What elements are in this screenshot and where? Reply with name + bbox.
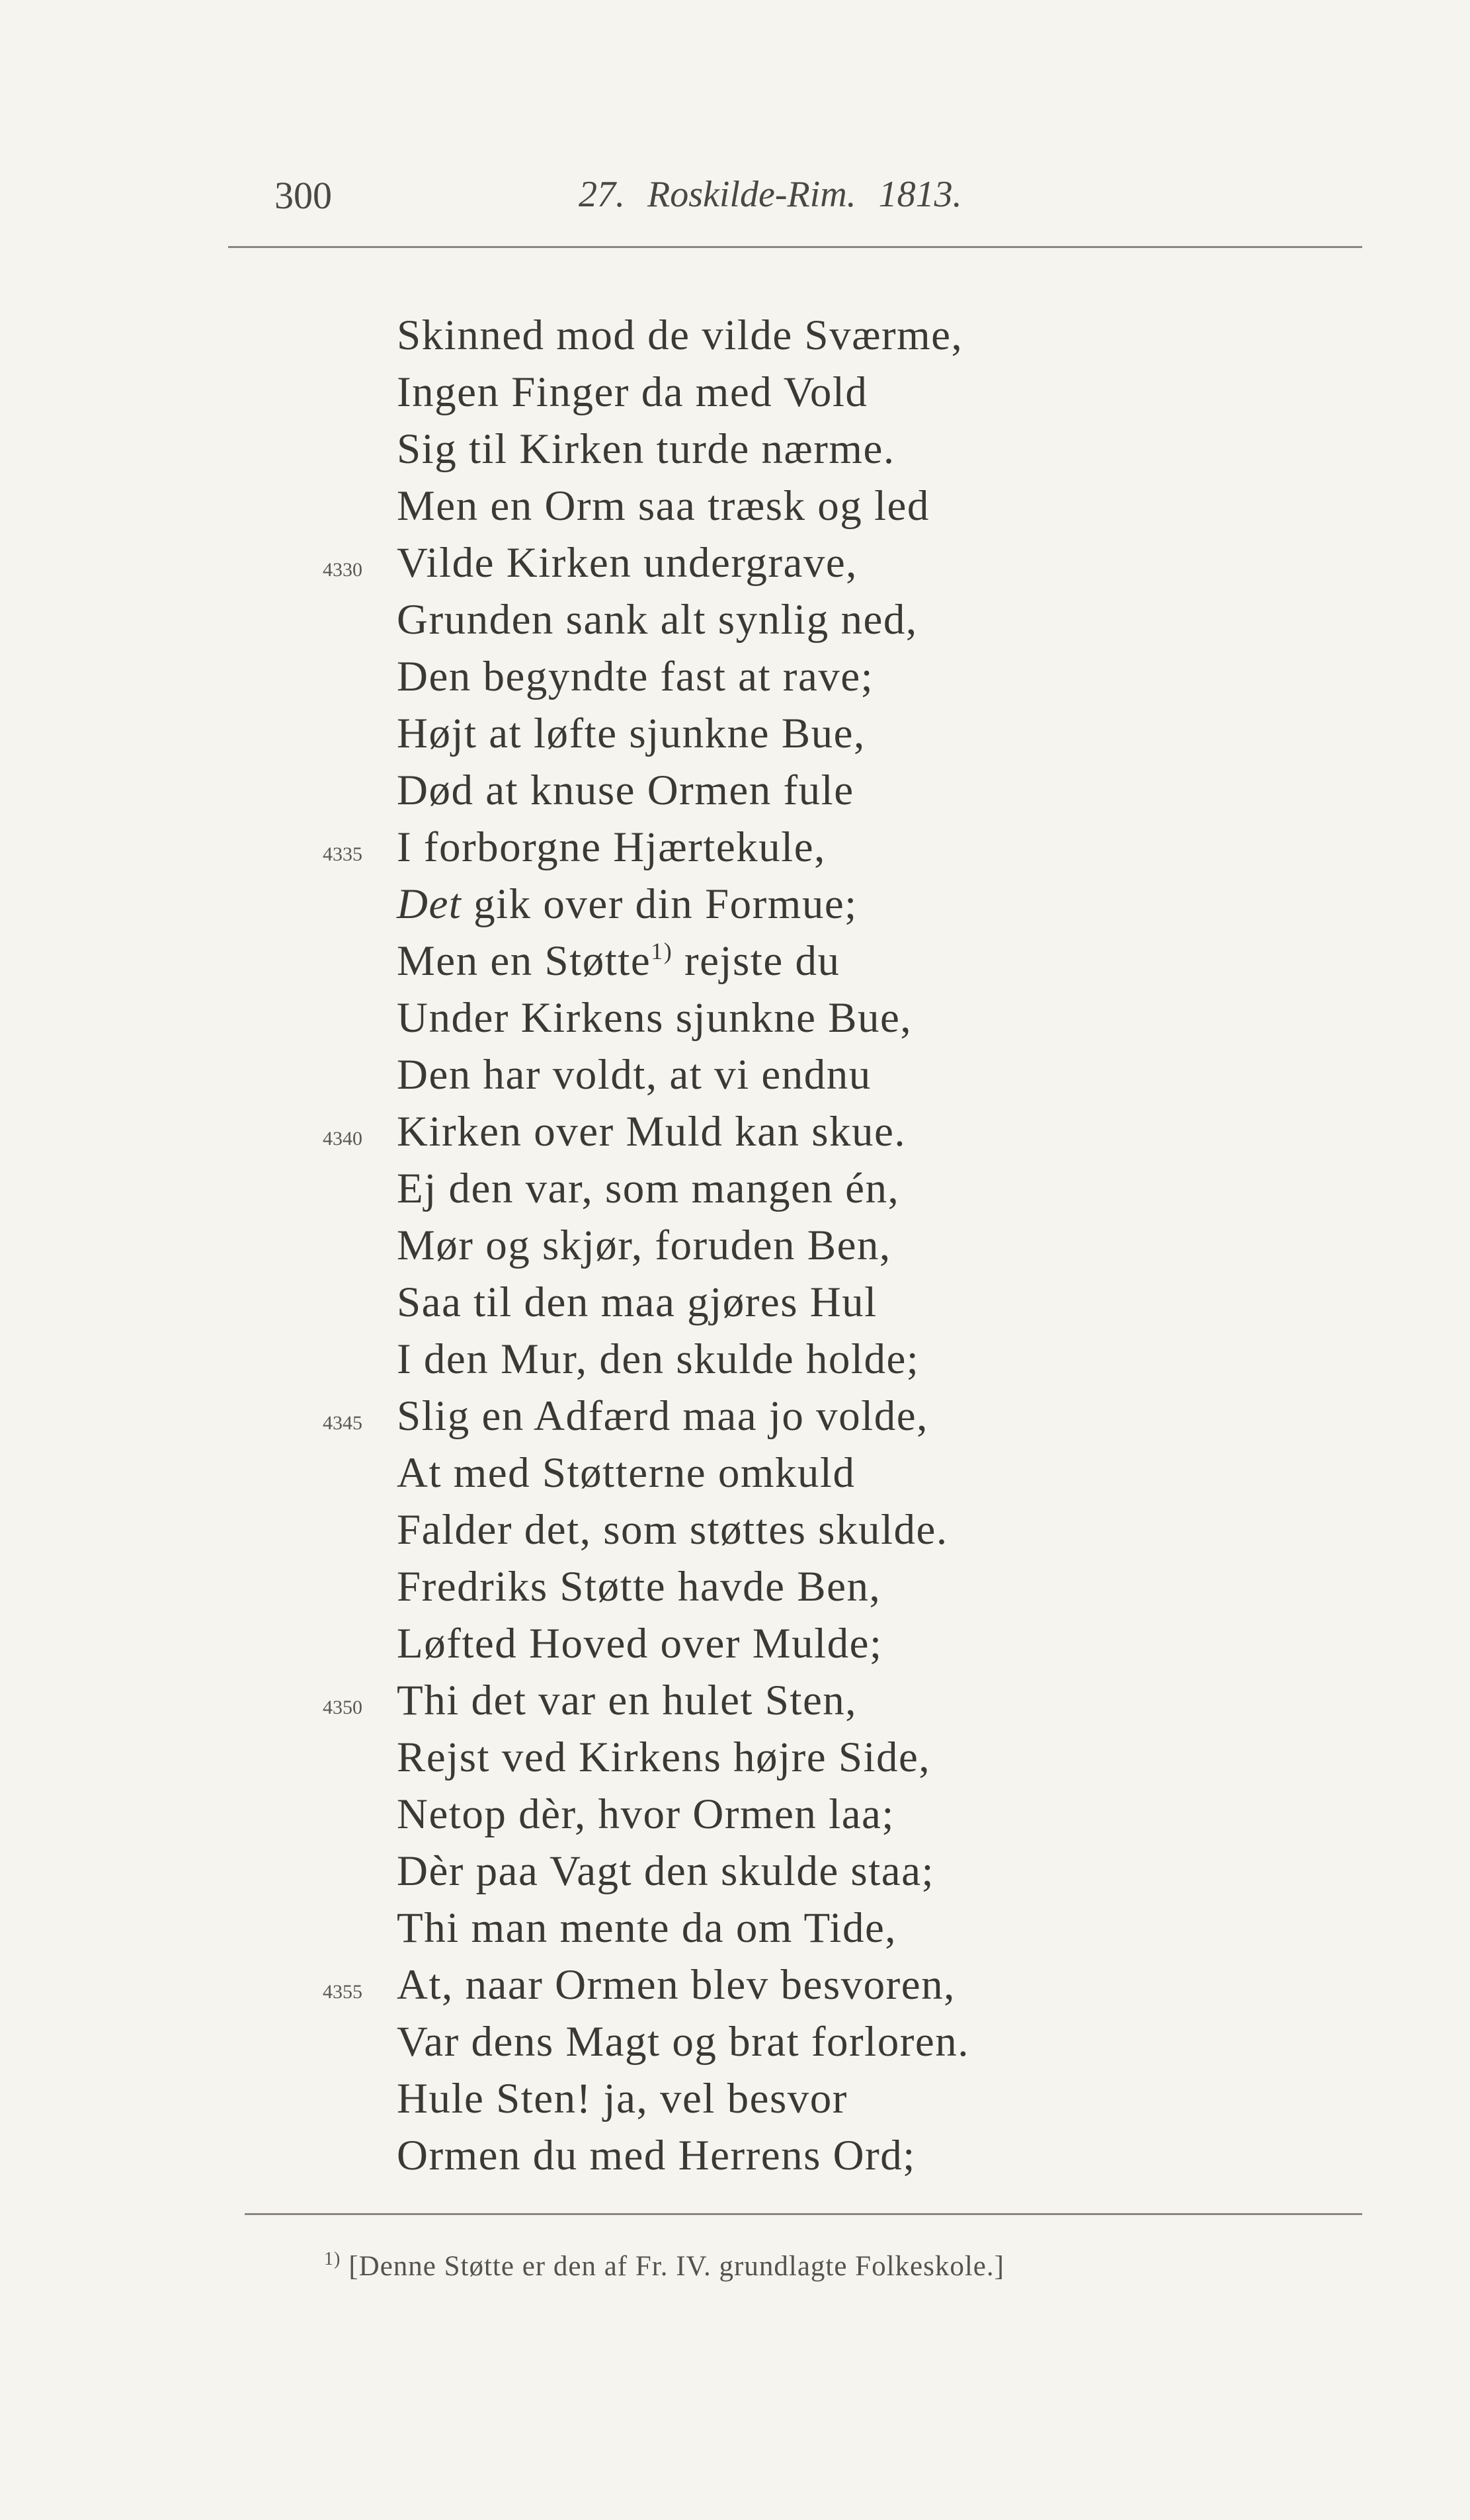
line-number: 4330 [323, 559, 362, 581]
footnote-text: [Denne Støtte er den af Fr. IV. grundlagte Folkeskole.] [348, 2251, 1004, 2282]
verse-line: Fredriks Støtte havde Ben, [397, 1563, 881, 1611]
page-header [0, 173, 1470, 226]
footnote [324, 2249, 1004, 2283]
verse-line: Kirken over Muld kan skue. [397, 1108, 907, 1155]
verse-line: Højt at løfte sjunkne Bue, [397, 710, 866, 757]
verse-line: Løfted Hoved over Mulde; [397, 1620, 883, 1667]
line-number: 4350 [323, 1697, 362, 1718]
verse-line-text: Men en Støtte [397, 937, 651, 985]
verse-line: I forborgne Hjærtekule, [397, 823, 826, 871]
verse-line: Netop dèr, hvor Ormen laa; [397, 1790, 895, 1838]
verse-line: Men en Orm saa træsk og led [397, 482, 930, 530]
line-number: 4355 [323, 1981, 362, 2003]
verse-line: Rejst ved Kirkens højre Side, [397, 1734, 931, 1781]
verse-line [397, 937, 840, 986]
running-title: 27. Roskilde-Rim. 1813. [579, 174, 962, 215]
verse-line: Vilde Kirken undergrave, [397, 539, 858, 587]
footnote-reference: 1) [651, 938, 673, 964]
verse-line-text: rejste du [673, 937, 840, 985]
verse-line: Slig en Adfærd maa jo volde, [397, 1392, 928, 1440]
verse-line: Skinned mod de vilde Sværme, [397, 312, 963, 359]
italic-word: Det [397, 880, 462, 928]
verse-line: Den har voldt, at vi endnu [397, 1051, 872, 1099]
verse-line: At, naar Ormen blev besvoren, [397, 1961, 956, 2009]
verse-line: Dèr paa Vagt den skulde staa; [397, 1847, 935, 1895]
verse-line: Saa til den maa gjøres Hul [397, 1279, 878, 1326]
line-number: 4340 [323, 1128, 362, 1150]
verse-line: Thi man mente da om Tide, [397, 1904, 897, 1952]
footnote-mark: 1) [324, 2249, 341, 2269]
verse-line: Hule Sten! ja, vel besvor [397, 2075, 848, 2122]
verse-line: At med Støtterne omkuld [397, 1449, 856, 1497]
verse-line: Var dens Magt og brat forloren. [397, 2018, 969, 2066]
verse-line [397, 880, 858, 929]
line-number: 4335 [323, 843, 362, 865]
verse-line: Sig til Kirken turde nærme. [397, 425, 895, 473]
footnote-rule [245, 2213, 1362, 2215]
verse-line: Falder det, som støttes skulde. [397, 1506, 948, 1554]
verse-line: Mør og skjør, foruden Ben, [397, 1222, 891, 1269]
verse-line: Grunden sank alt synlig ned, [397, 596, 918, 644]
verse-line: Ormen du med Herrens Ord; [397, 2132, 916, 2179]
verse-line-text: gik over din Formue; [462, 880, 858, 928]
page-number: 300 [274, 174, 332, 217]
verse-line: Thi det var en hulet Sten, [397, 1677, 858, 1724]
verse-line: Ej den var, som mangen én, [397, 1165, 900, 1212]
verse-line: Ingen Finger da med Vold [397, 368, 868, 416]
verse-line: Den begyndte fast at rave; [397, 653, 874, 700]
verse-line: I den Mur, den skulde holde; [397, 1335, 920, 1383]
line-number: 4345 [323, 1412, 362, 1434]
verse-line: Død at knuse Ormen fule [397, 767, 854, 814]
header-rule [228, 246, 1362, 248]
verse-line: Under Kirkens sjunkne Bue, [397, 994, 913, 1042]
